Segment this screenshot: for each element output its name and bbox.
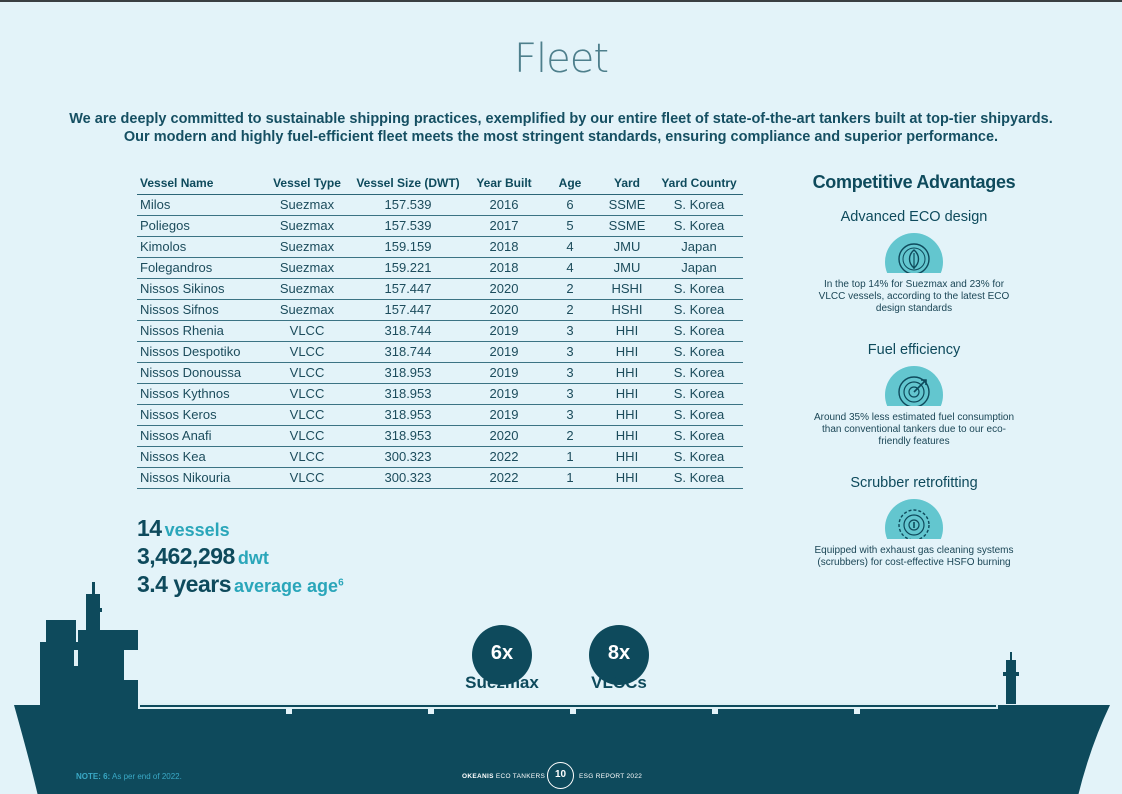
- advantage-fuel-efficiency: [790, 342, 1038, 475]
- cell-vessel-size: 318.953: [349, 383, 467, 404]
- header-yard-country: Yard Country: [655, 175, 743, 194]
- cell-vessel-type: Suezmax: [265, 257, 349, 278]
- cell-age: 6: [541, 194, 599, 215]
- cell-age: 3: [541, 341, 599, 362]
- cell-age: 4: [541, 257, 599, 278]
- advantage-title: Advanced ECO design: [840, 209, 988, 225]
- cell-yard-country: S. Korea: [655, 278, 743, 299]
- efficiency-icon: [885, 366, 943, 406]
- header-year-built: Year Built: [467, 175, 541, 194]
- cell-year-built: 2019: [467, 341, 541, 362]
- cell-year-built: 2022: [467, 446, 541, 467]
- cell-vessel-type: VLCC: [265, 425, 349, 446]
- cell-vessel-name: Nissos Rhenia: [137, 320, 265, 341]
- cell-vessel-size: 300.323: [349, 467, 467, 488]
- footnote-label: NOTE: 6:: [76, 772, 111, 781]
- intro-line-2: Our modern and highly fuel-efficient fleet meets the most stringent standards, ensuring compliance and superior performance.: [123, 129, 999, 145]
- cell-vessel-name: Nissos Sikinos: [137, 278, 265, 299]
- cell-vessel-type: VLCC: [265, 362, 349, 383]
- cell-yard-country: Japan: [655, 236, 743, 257]
- table-row: [137, 320, 743, 341]
- cell-vessel-size: 318.953: [349, 404, 467, 425]
- cell-year-built: 2020: [467, 299, 541, 320]
- header-vessel-name: Vessel Name: [137, 175, 265, 194]
- header-age: Age: [541, 175, 599, 194]
- competitive-advantages: [790, 172, 1038, 608]
- advantage-title: Fuel efficiency: [867, 342, 961, 358]
- cell-yard-country: S. Korea: [655, 467, 743, 488]
- cell-yard: HSHI: [599, 299, 655, 320]
- cell-vessel-size: 300.323: [349, 446, 467, 467]
- cell-vessel-name: Nissos Kea: [137, 446, 265, 467]
- cell-yard: HHI: [599, 383, 655, 404]
- cell-vessel-name: Nissos Nikouria: [137, 467, 265, 488]
- cell-year-built: 2019: [467, 362, 541, 383]
- cell-vessel-name: Nissos Sifnos: [137, 299, 265, 320]
- cell-vessel-size: 157.539: [349, 215, 467, 236]
- cell-yard: HHI: [599, 467, 655, 488]
- stat-vessels: [137, 515, 344, 543]
- cell-vessel-size: 157.447: [349, 278, 467, 299]
- scrubber-icon: [885, 499, 943, 539]
- cell-vessel-name: Nissos Kythnos: [137, 383, 265, 404]
- header-yard: Yard: [599, 175, 655, 194]
- stat-vessels-unit: vessels: [164, 520, 230, 540]
- table-row: [137, 257, 743, 278]
- stat-dwt: [137, 543, 344, 571]
- cell-age: 1: [541, 467, 599, 488]
- cell-yard-country: S. Korea: [655, 341, 743, 362]
- cell-year-built: 2018: [467, 236, 541, 257]
- intro-line-1: We are deeply committed to sustainable shipping practices, exemplified by our entire fleet of state-of-the-art tankers built at top-tier shipyards.: [69, 111, 1053, 127]
- footnote-text: As per end of 2022.: [112, 772, 182, 781]
- advantage-desc: Equipped with exhaust gas cleaning systems (scrubbers) for cost-effective HSFO burning: [814, 545, 1014, 568]
- brand-name: OKEANIS: [462, 773, 494, 780]
- table-row: [137, 362, 743, 383]
- stat-vessels-value: 14: [137, 515, 162, 541]
- brand-suffix: ECO TANKERS: [495, 773, 546, 780]
- cell-vessel-type: Suezmax: [265, 299, 349, 320]
- cell-vessel-type: VLCC: [265, 467, 349, 488]
- cell-age: 2: [541, 278, 599, 299]
- cell-vessel-name: Nissos Donoussa: [137, 362, 265, 383]
- cell-age: 3: [541, 383, 599, 404]
- cell-yard: HHI: [599, 320, 655, 341]
- cell-yard-country: S. Korea: [655, 299, 743, 320]
- cell-age: 1: [541, 446, 599, 467]
- cell-yard-country: S. Korea: [655, 320, 743, 341]
- cell-vessel-type: VLCC: [265, 341, 349, 362]
- table-row: [137, 425, 743, 446]
- cell-age: 5: [541, 215, 599, 236]
- cell-age: 4: [541, 236, 599, 257]
- cell-vessel-name: Poliegos: [137, 215, 265, 236]
- cell-vessel-type: Suezmax: [265, 278, 349, 299]
- cell-yard-country: S. Korea: [655, 362, 743, 383]
- table-row: [137, 299, 743, 320]
- cell-yard: HHI: [599, 446, 655, 467]
- cell-vessel-type: Suezmax: [265, 236, 349, 257]
- cell-vessel-type: VLCC: [265, 383, 349, 404]
- cell-year-built: 2016: [467, 194, 541, 215]
- cell-yard: JMU: [599, 257, 655, 278]
- table-row: [137, 236, 743, 257]
- table-row: [137, 278, 743, 299]
- cell-yard: HHI: [599, 404, 655, 425]
- advantage-desc: In the top 14% for Suezmax and 23% for VLCC vessels, according to the latest ECO design standards: [818, 279, 1010, 314]
- table-row: [137, 194, 743, 215]
- table-row: [137, 341, 743, 362]
- cell-year-built: 2020: [467, 278, 541, 299]
- cell-yard: HHI: [599, 341, 655, 362]
- footnote-marker: 6: [338, 577, 344, 589]
- stat-age-unit: average age: [233, 576, 339, 596]
- cell-yard-country: S. Korea: [655, 404, 743, 425]
- fleet-table-body: [137, 194, 743, 488]
- table-row: [137, 446, 743, 467]
- cell-age: 3: [541, 404, 599, 425]
- cell-vessel-name: Folegandros: [137, 257, 265, 278]
- footnote: [76, 772, 182, 781]
- cell-vessel-type: VLCC: [265, 446, 349, 467]
- cell-vessel-name: Milos: [137, 194, 265, 215]
- cell-year-built: 2020: [467, 425, 541, 446]
- cell-yard-country: S. Korea: [655, 215, 743, 236]
- cell-year-built: 2017: [467, 215, 541, 236]
- header-vessel-type: Vessel Type: [265, 175, 349, 194]
- cell-vessel-type: Suezmax: [265, 194, 349, 215]
- cell-yard: HHI: [599, 425, 655, 446]
- table-row: [137, 467, 743, 488]
- cell-vessel-size: 318.953: [349, 425, 467, 446]
- stat-age-value: 3.4 years: [137, 571, 231, 597]
- cell-vessel-type: VLCC: [265, 320, 349, 341]
- table-row: [137, 383, 743, 404]
- cell-year-built: 2022: [467, 467, 541, 488]
- intro-text: [40, 110, 1082, 146]
- table-row: [137, 215, 743, 236]
- cell-vessel-name: Nissos Anafi: [137, 425, 265, 446]
- header-vessel-size: Vessel Size (DWT): [349, 175, 467, 194]
- cell-yard: HSHI: [599, 278, 655, 299]
- cell-vessel-type: Suezmax: [265, 215, 349, 236]
- cell-yard-country: S. Korea: [655, 425, 743, 446]
- advantage-eco-design: [790, 209, 1038, 342]
- cell-vessel-name: Nissos Keros: [137, 404, 265, 425]
- cell-vessel-size: 159.159: [349, 236, 467, 257]
- footer-report-name: ESG REPORT 2022: [579, 773, 643, 780]
- cell-yard: HHI: [599, 362, 655, 383]
- page-title: Fleet: [513, 36, 609, 82]
- cell-age: 2: [541, 425, 599, 446]
- stat-dwt-value: 3,462,298: [137, 543, 235, 569]
- suezmax-label: Suezmax: [465, 673, 539, 692]
- cell-vessel-type: VLCC: [265, 404, 349, 425]
- cell-vessel-size: 157.447: [349, 299, 467, 320]
- cell-vessel-size: 159.221: [349, 257, 467, 278]
- vlcc-count-badge: 8x: [589, 625, 649, 685]
- cell-age: 2: [541, 299, 599, 320]
- cell-year-built: 2019: [467, 404, 541, 425]
- cell-yard-country: S. Korea: [655, 194, 743, 215]
- page-number: 10: [547, 762, 574, 789]
- advantage-title: Scrubber retrofitting: [850, 475, 978, 491]
- cell-year-built: 2019: [467, 383, 541, 404]
- cell-vessel-size: 157.539: [349, 194, 467, 215]
- cell-yard: SSME: [599, 194, 655, 215]
- cell-year-built: 2018: [467, 257, 541, 278]
- cell-vessel-size: 318.744: [349, 341, 467, 362]
- cell-yard-country: S. Korea: [655, 446, 743, 467]
- fleet-table: [137, 175, 743, 489]
- suezmax-count-badge: 6x: [472, 625, 532, 685]
- cell-vessel-name: Nissos Despotiko: [137, 341, 265, 362]
- footer-brand: [462, 773, 545, 780]
- stat-dwt-unit: dwt: [237, 548, 269, 568]
- cell-yard-country: S. Korea: [655, 383, 743, 404]
- table-row: [137, 404, 743, 425]
- vlcc-label: VLCCs: [591, 673, 647, 692]
- cell-yard: SSME: [599, 215, 655, 236]
- cell-vessel-name: Kimolos: [137, 236, 265, 257]
- advantage-desc: Around 35% less estimated fuel consumption than conventional tankers due to our eco-friendly features: [813, 412, 1015, 447]
- cell-age: 3: [541, 320, 599, 341]
- cell-year-built: 2019: [467, 320, 541, 341]
- table-header-row: [137, 175, 743, 194]
- leaf-icon: [885, 233, 943, 273]
- cell-vessel-size: 318.953: [349, 362, 467, 383]
- advantages-heading: Competitive Advantages: [812, 172, 1016, 192]
- cell-vessel-size: 318.744: [349, 320, 467, 341]
- cell-yard-country: Japan: [655, 257, 743, 278]
- cell-yard: JMU: [599, 236, 655, 257]
- cell-age: 3: [541, 362, 599, 383]
